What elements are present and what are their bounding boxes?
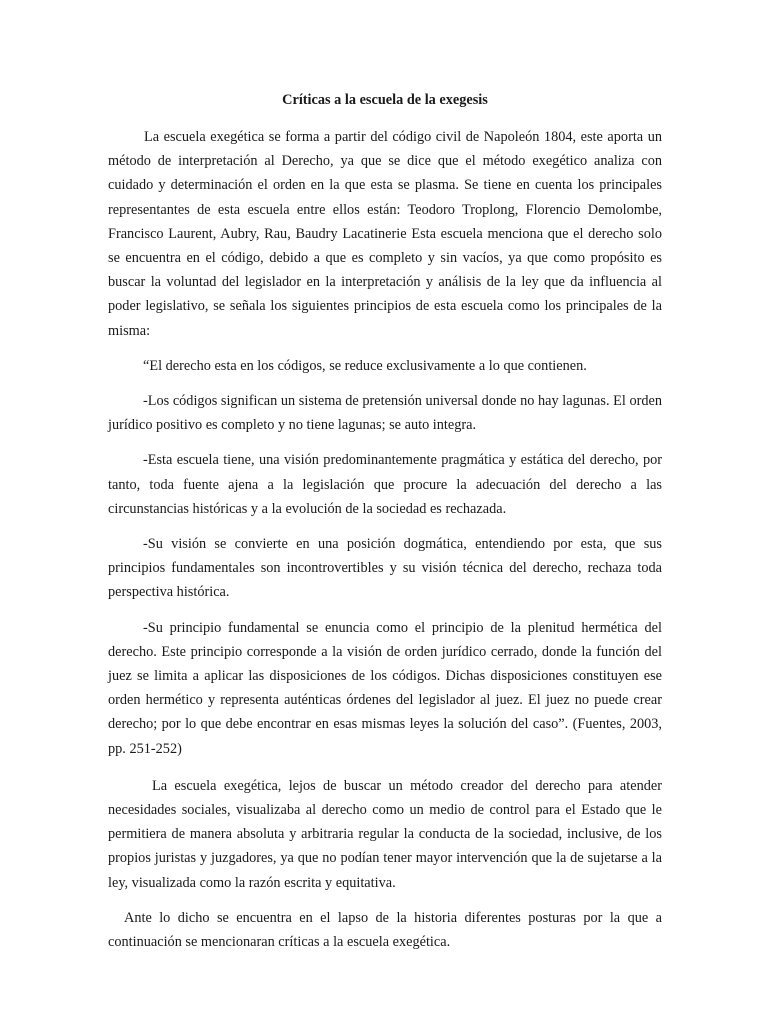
paragraph-intro: La escuela exegética se forma a partir del código civil de Napoleón 1804, este aporta un método de interpretación al Derecho, ya que se dice que el método exegético analiza con cuidado y determinación el orden en la que esta se plasma. Se tiene en cuenta los principales representantes de esta escuela entre ellos están: Teodoro Troplong, Florencio Demolombe, Francisco Laurent, Aubry, Rau, Baudry Lacatinerie Esta escuela menciona que el derecho solo se encuentra en el código, debido a que es completo y sin vacíos, ya que como propósito es buscar la voluntad del legislador en la interpretación y análisis de la ley que da influencia al poder legislativo, se señala los siguientes principios de esta escuela como los principales de la misma:	[108, 129, 662, 339]
paragraph-control-estado: La escuela exegética, lejos de buscar un método creador del derecho para atender necesidades sociales, visualizaba al derecho como un medio de control para el Estado que le permitiera de manera absoluta y arbitraria regular la conducta de la sociedad, inclusive, de los propios juristas y juzgadores, ya que no podían tener mayor intervención que la de sujetarse a la ley, visualizada como la razón escrita y equitativa.	[108, 777, 662, 891]
paragraph-principle-pragmatica: -Esta escuela tiene, una visión predominantemente pragmática y estática del derecho, por tanto, toda fuente ajena a la legislación que procure la adecuación del derecho a las circunstancias históricas y a la evolución de la sociedad es rechazada.	[108, 452, 662, 517]
document-page	[108, 88, 662, 965]
paragraph-principle-dogmatica: -Su visión se convierte en una posición dogmática, entendiendo por esta, que sus principios fundamentales son incontrovertibles y su visión técnica del derecho, rechaza toda perspectiva histórica.	[108, 536, 662, 601]
paragraph-conclusion: Ante lo dicho se encuentra en el lapso de la historia diferentes posturas por la que a continuación se mencionaran críticas a la escuela exegética.	[108, 909, 662, 951]
paragraph-principle-lagunas: -Los códigos significan un sistema de pretensión universal donde no hay lagunas. El orden jurídico positivo es completo y no tiene lagunas; se auto integra.	[108, 393, 662, 434]
document-title: Críticas a la escuela de la exegesis	[282, 92, 488, 108]
paragraph-quote-start: “El derecho esta en los códigos, se reduce exclusivamente a lo que contienen.	[143, 357, 587, 374]
paragraph-principle-plenitud: -Su principio fundamental se enuncia como el principio de la plenitud hermética del derecho. Este principio corresponde a la visión de orden jurídico cerrado, donde la función del juez se limita a aplicar las disposiciones de los códigos. Dichas disposiciones constituyen ese orden hermético y representa auténticas órdenes del legislador al juez. El juez no puede crear derecho; por lo que debe encontrar en esas mismas leyes la solución del caso”. (Fuentes, 2003, pp. 251-252)	[108, 619, 662, 757]
